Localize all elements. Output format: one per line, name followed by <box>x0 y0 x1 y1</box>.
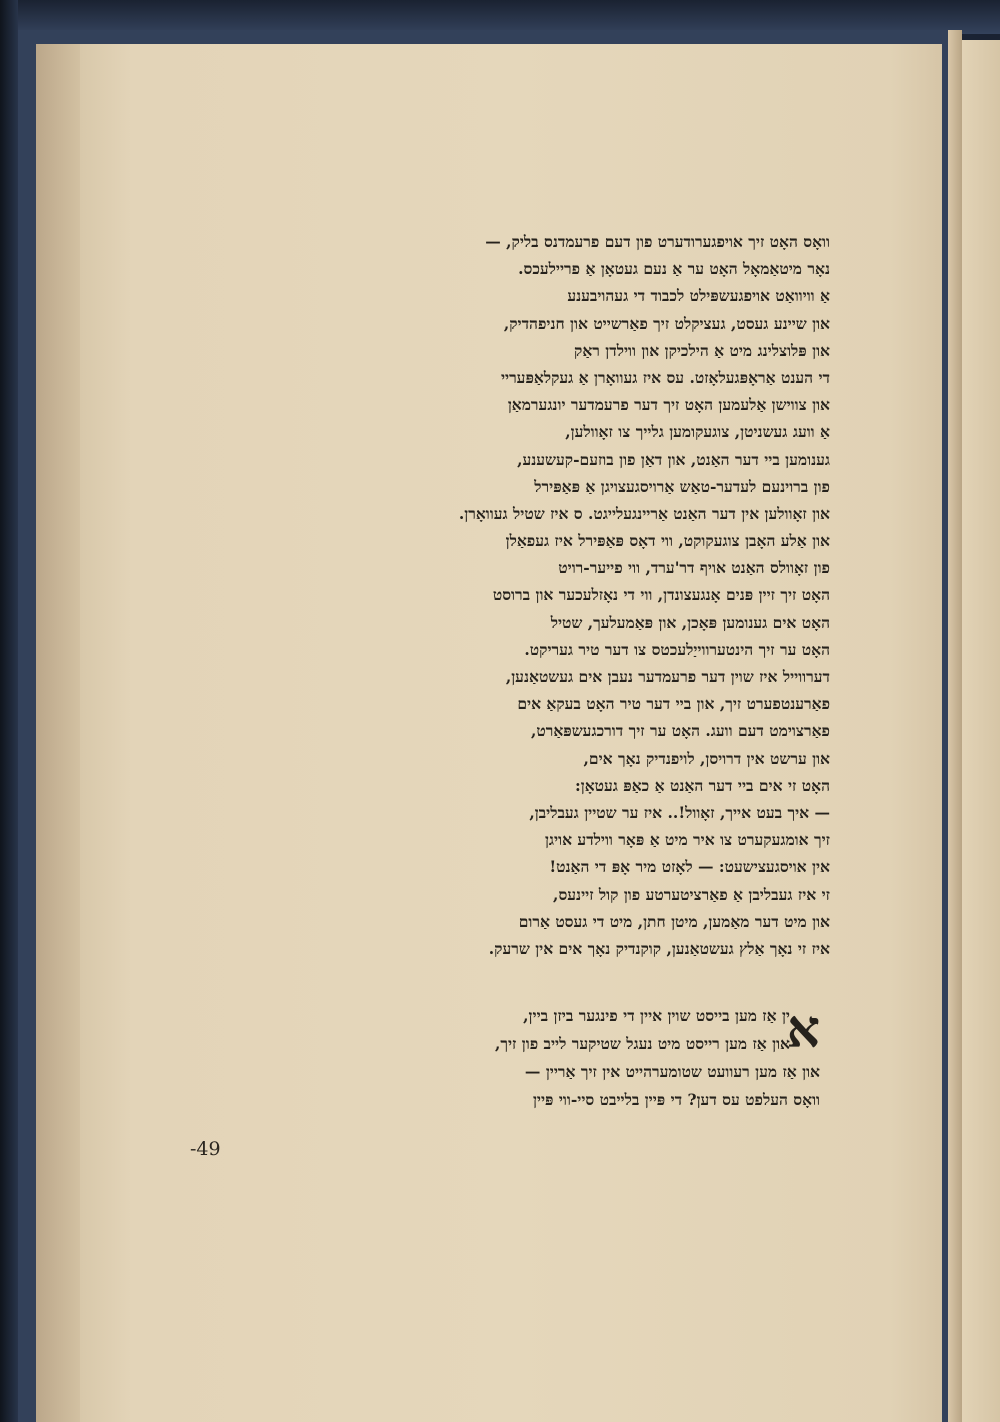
drop-cap: א <box>786 999 820 1060</box>
page-stack-edge <box>36 44 84 1422</box>
text-line: אַ וויוואַט אויפגעשפּילט לכבוד די געהויבענע <box>567 286 830 306</box>
text-line: אַ וועג געשניטן, צוגעקומען גלייך צו זאָוולען, <box>565 422 830 442</box>
facing-page-edge <box>962 40 1000 1422</box>
text-line: זיך אומגעקערט צו איר מיט אַ פּאָר ווילדע אויגן <box>544 830 830 850</box>
text-line: און אַלע האָבן צוגעקוקט, ווי דאָס פּאַפּירל איז געפאַלן <box>505 531 830 551</box>
verse-line: און אַז מען רעוועט שטומערהייט אין זיך אַריין — <box>524 1062 820 1081</box>
book-spine-edge <box>0 0 18 1422</box>
text-line: פון ברוינעם לעדער-טאַש אַרויסגעצויגן אַ פּאַפּירל <box>534 476 830 496</box>
page-gutter <box>948 30 962 1422</box>
text-line: האָט אים גענומען פּאָכן, און פּאַמעלעך, שטיל <box>550 612 830 632</box>
text-line: און מיט דער מאַמען, מיטן חתן, מיט די געסט אַרום <box>518 911 830 931</box>
text-line: און ערשט אין דרויסן, לויפנדיק נאָך אים, <box>583 748 830 768</box>
text-line: וואָס האָט זיך אויפגערודערט פון דעם פרעמדנס בליק, — <box>485 232 830 251</box>
text-line: פון זאָוולס האַנט אויף דר'ערד, ווי פייער-רויט <box>558 558 830 578</box>
text-line: — איך בעט אייך, זאָוול!.. איז ער שטיין געבליבן, <box>529 802 830 822</box>
prose-paragraph <box>350 228 830 962</box>
text-line: און צווישן אַלעמען האָט זיך דער פרעמדער יונגערמאַן <box>507 395 830 415</box>
verse-stanza <box>350 999 820 1114</box>
text-line: און זאָוולען אין דער האַנט אַריינגעלייגט. ס איז שטיל געוואָרן. <box>458 503 830 523</box>
verse-line: און אַז מען רייסט מיט נעגל שטיקער לייב פון זיך, <box>494 1034 790 1053</box>
verse-line: וואָס העלפט עס דען? די פּיין בלייבט סיי-ווי פּיין <box>532 1090 820 1109</box>
cover-top-edge <box>18 0 1000 34</box>
text-line: דערווייל איז שוין דער פרעמדער נעבן אים געשטאַנען, <box>505 667 830 686</box>
text-line: גענומען ביי דער האַנט, און דאַן פון בוזעם-קעשענע, <box>517 449 830 469</box>
text-line: האָט זי אים ביי דער האַנט אַ כאַפּ געטאָן: <box>575 775 830 795</box>
text-line: נאָר מיטאַמאָל האָט ער אַ נעם געטאָן אַ פריילעכס. <box>518 259 830 279</box>
text-line: פאַרענטפערט זיך, און ביי דער טיר האָט בעקאַ אים <box>517 694 830 714</box>
verse-line: ין אַז מען בייסט שוין איין די פינגער ביזן ביין, <box>523 1006 790 1025</box>
text-line: און שיינע געסט, געציקלט זיך פאַרשייט און חניפהדיק, <box>503 313 830 333</box>
page-number: -49 <box>190 1138 221 1160</box>
book-page <box>80 44 942 1422</box>
text-line: איז זי נאָך אַלץ געשטאַנען, קוקנדיק נאָך אים אין שרעק. <box>488 938 830 958</box>
text-line: האָט ער זיך הינטערווייַלעכטס צו דער טיר געריקט. <box>524 639 830 659</box>
text-line: האָט זיך זיין פּנים אָנגעצונדן, ווי די נאָזלעכער און ברוסט <box>492 585 830 605</box>
text-line: זי איז געבליבן אַ פאַרציטערטע פון קול זיינעס, <box>553 884 830 904</box>
text-line: פאַרצוימט דעם וועג. האָט ער זיך דורכגעשפּאַרט, <box>530 721 830 741</box>
text-line: אין אויסגעצישעט: — לאָזט מיר אָפּ די האַנט! <box>549 857 830 877</box>
text-line: די הענט אַראָפּגעלאָזט. עס איז געוואָרן אַ געקלאַפּעריי <box>500 367 830 387</box>
text-line: און פּלוצלינג מיט אַ הילכיקן און ווילדן ראַק <box>574 340 830 360</box>
